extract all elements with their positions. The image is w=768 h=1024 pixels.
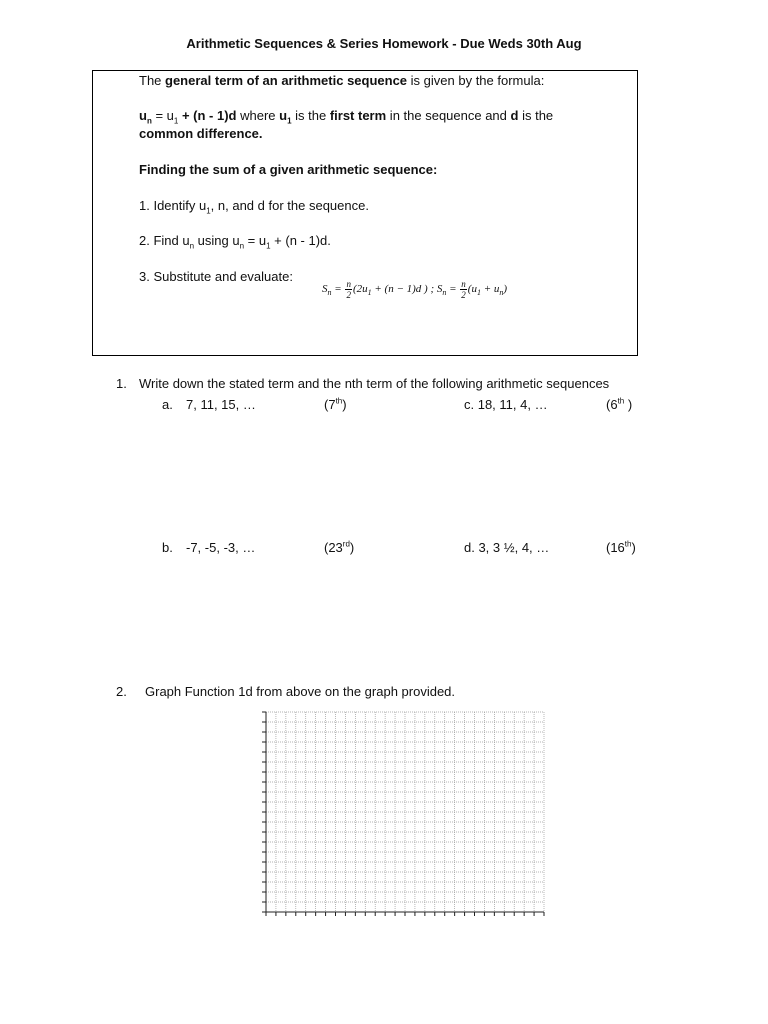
text: + u (480, 283, 500, 296)
formula-line (139, 108, 553, 124)
text: (23 (324, 540, 343, 555)
sum-heading: Finding the sum of a given arithmetic sequence: (139, 162, 438, 177)
item-b-sequence: -7, -5, -3, … (186, 540, 256, 555)
subscript: 1 (287, 116, 292, 126)
subscript: n (239, 241, 245, 251)
text: = (331, 283, 345, 296)
text: ) (349, 540, 355, 555)
text: S (436, 283, 443, 296)
blank-graph-grid[interactable] (260, 708, 550, 920)
fraction (460, 279, 467, 300)
text-bold: d (510, 108, 519, 123)
item-d-label: d. 3, 3 ½, 4, … (464, 540, 550, 555)
text: The (139, 73, 166, 88)
numerator: n (461, 279, 466, 289)
subscript: 1 (476, 288, 481, 298)
text: = u (244, 233, 267, 248)
item-b-label: b. (162, 540, 173, 555)
text: u (139, 108, 147, 123)
text: ) (503, 283, 508, 296)
text: = u (151, 108, 174, 123)
text: + (n - 1)d. (270, 233, 331, 248)
denominator: 2 (346, 290, 351, 300)
item-b-term (324, 540, 354, 556)
step-3: 3. Substitute and evaluate: (139, 269, 293, 284)
text-bold: general term of an arithmetic sequence (165, 73, 408, 88)
question-2-text: Graph Function 1d from above on the graph provided. (145, 684, 456, 699)
item-a-term (324, 397, 347, 413)
subscript: 1 (266, 241, 271, 251)
fraction (345, 279, 352, 300)
common-difference-line: common difference. (139, 126, 263, 141)
text: where (236, 108, 280, 123)
subscript: n (327, 288, 332, 298)
subscript: n (146, 116, 152, 126)
page-title: Arithmetic Sequences & Series Homework - Due Weds 30th Aug (186, 36, 582, 51)
text: = (446, 283, 460, 296)
text: ) (631, 540, 636, 555)
question-1-text: Write down the stated term and the nth term of the following arithmetic sequences (139, 376, 610, 391)
superscript: th (617, 396, 625, 406)
text: is given by the formula: (407, 73, 545, 88)
superscript: th (335, 396, 343, 406)
text: + (n − 1)d ) ; (371, 283, 437, 296)
text: S (322, 283, 328, 296)
text: ) (624, 397, 633, 412)
text: in the sequence and (386, 108, 511, 123)
item-a-label: a. (162, 397, 173, 412)
text: (u (467, 283, 477, 296)
text: ) (342, 397, 347, 412)
subscript: n (442, 288, 447, 298)
subscript: 1 (173, 116, 179, 126)
text: 2. Find u (139, 233, 190, 248)
text-bold: first term (329, 108, 387, 123)
text: u (279, 108, 288, 123)
subscript: 1 (367, 288, 372, 298)
subscript: n (499, 288, 504, 298)
text: using u (194, 233, 240, 248)
text: (6 (606, 397, 618, 412)
subscript: n (189, 241, 195, 251)
step-2 (139, 233, 331, 249)
item-c-label: c. 18, 11, 4, … (464, 397, 548, 412)
denominator: 2 (461, 290, 466, 300)
text: 1. Identify u (139, 198, 207, 213)
text: is the (291, 108, 330, 123)
question-1-number: 1. (116, 376, 127, 391)
sum-formula (322, 279, 507, 300)
text: (16 (606, 540, 625, 555)
step-1 (139, 198, 369, 214)
text: (2u (352, 283, 368, 296)
text: , n, and d for the sequence. (210, 198, 369, 213)
question-2-number: 2. (116, 684, 127, 699)
numerator: n (346, 279, 351, 289)
superscript: th (624, 539, 632, 549)
general-term-line (139, 73, 544, 89)
subscript: 1 (206, 206, 211, 216)
superscript: rd (342, 539, 350, 549)
item-d-term (606, 540, 636, 556)
text: is the (518, 108, 554, 123)
text: (7 (324, 397, 336, 412)
text-bold: + (n - 1)d (178, 108, 237, 123)
item-c-term (606, 397, 632, 413)
item-a-sequence: 7, 11, 15, … (186, 397, 256, 412)
